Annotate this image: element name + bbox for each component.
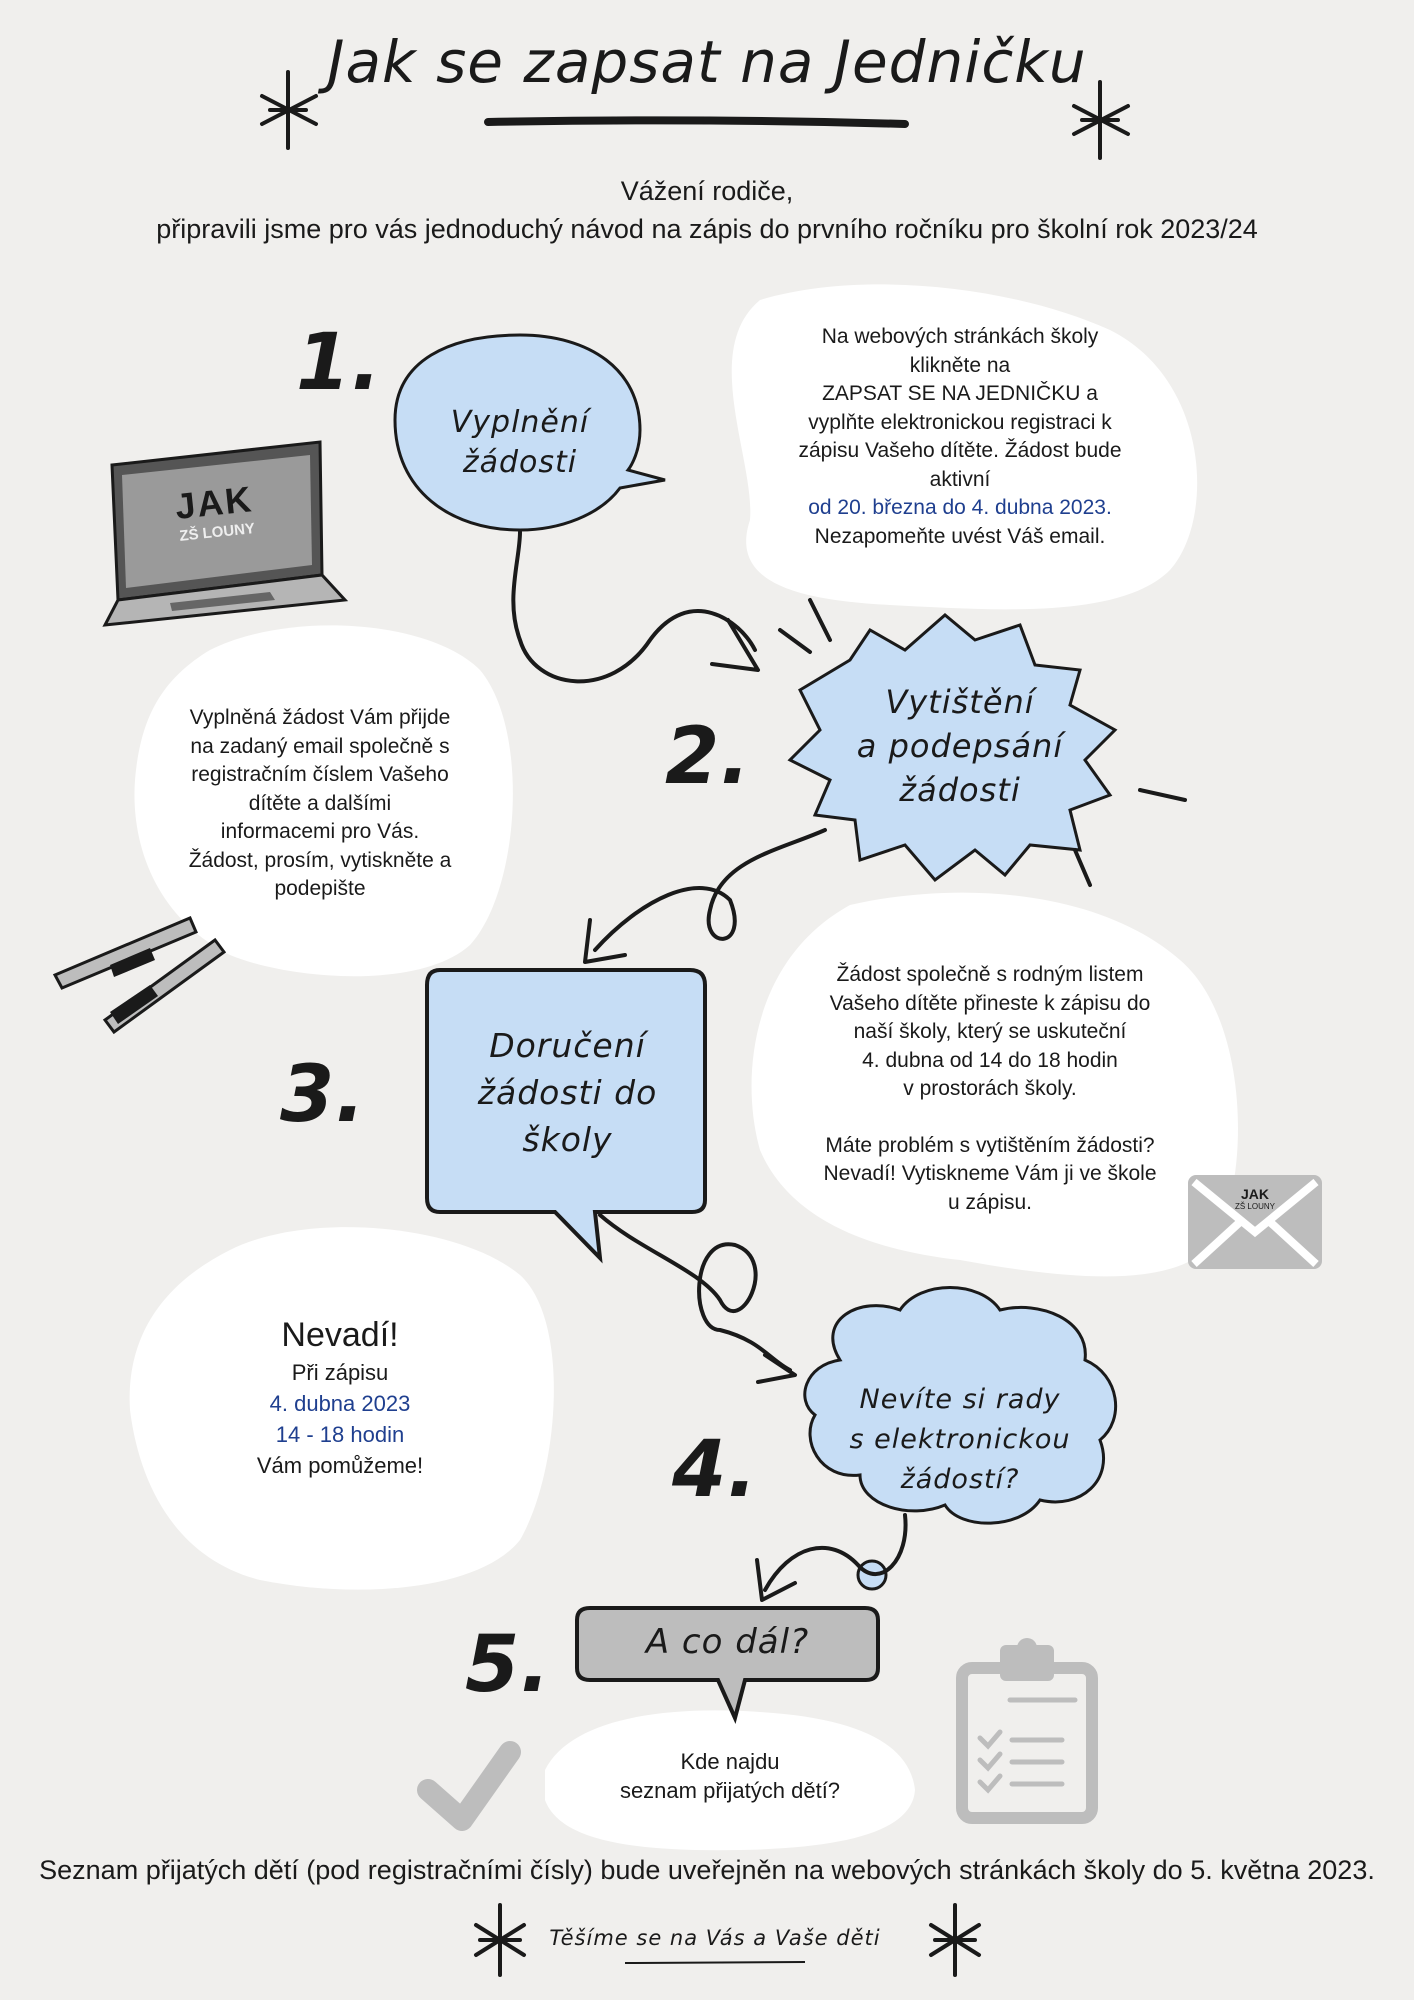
step5-number: 5.	[465, 1620, 551, 1710]
title-underline	[488, 120, 905, 124]
arrow-1-2	[513, 532, 755, 681]
info3-text: Žádost společně s rodným listem Vašeho dítěte přineste k zápisu do naší školy, který se uskuteční 4. dubna od 14 do 18 hodin v prostorách školy. Máte problém s vytištěním žádosti? Nevadí! Vytiskneme Vám ji ve škole u zápisu.	[823, 963, 1157, 1214]
page-title: Jak se zapsat na Jedničku	[327, 28, 1087, 96]
step3-number: 3.	[280, 1050, 366, 1140]
info5-text: Kde najdu seznam přijatých dětí?	[619, 1749, 841, 1803]
info4-heading: Nevadí!	[281, 1316, 399, 1354]
intro-line1: Vážení rodiče,	[620, 176, 794, 206]
envelope-logo: JAK ZŠ LOUNY	[1234, 1186, 1275, 1211]
info1-date: od 20. března do 4. dubna 2023.	[808, 496, 1112, 519]
arrow-2-3	[595, 830, 825, 950]
info1-text: Na webových stránkách školy klikněte na ZAPSAT SE NA JEDNIČKU a vyplňte elektronickou registraci k zápisu Vašeho dítěte. Žádost bude aktivní od 20. března do 4. dubna 2023. Nezapomeňte uvést Váš email.	[760, 323, 1160, 551]
intro	[0, 172, 1414, 248]
arrow-3-4	[600, 1215, 790, 1370]
intro-line2: připravili jsme pro vás jednoduchý návod na zápis do prvního ročníku pro školní rok 2023/24	[156, 214, 1258, 244]
checkmark-icon	[428, 1752, 510, 1820]
footer-text: Seznam přijatých dětí (pod registračními čísly) bude uveřejněn na webových stránkách školy do 5. května 2023.	[39, 1855, 1375, 1885]
step5-label: A co dál?	[645, 1622, 810, 1662]
sparkle-icon	[476, 1905, 524, 1975]
step4-number: 4.	[672, 1425, 758, 1515]
step2-label: Vytištění a podepsání žádosti	[856, 683, 1064, 809]
step4-label: Nevíte si rady s elektronickou žádostí?	[849, 1384, 1071, 1495]
info4-text: Nevadí! Při zápisu 4. dubna 2023 14 - 18 hodin Vám pomůžeme!	[180, 1313, 500, 1481]
signoff: Těšíme se na Vás a Vaše děti	[549, 1926, 881, 1950]
info2-text: Vyplněná žádost Vám přijde na zadaný email společně s registračním číslem Vašeho dítěte a dalšími informacemi pro Vás. Žádost, prosím, vytiskněte a podepište	[188, 706, 452, 900]
step1-label: Vyplnění žádosti	[450, 405, 590, 480]
arrow-head	[757, 1560, 795, 1600]
step1-number: 1.	[296, 318, 382, 408]
step2-number: 2.	[665, 712, 751, 802]
step3-label: Doručení žádosti do školy	[477, 1026, 658, 1159]
signoff-underline	[625, 1962, 805, 1963]
clipboard-icon	[962, 1638, 1092, 1818]
sparkle-icon	[931, 1905, 979, 1975]
laptop-logo: JAK ZŠ LOUNY	[173, 478, 256, 545]
